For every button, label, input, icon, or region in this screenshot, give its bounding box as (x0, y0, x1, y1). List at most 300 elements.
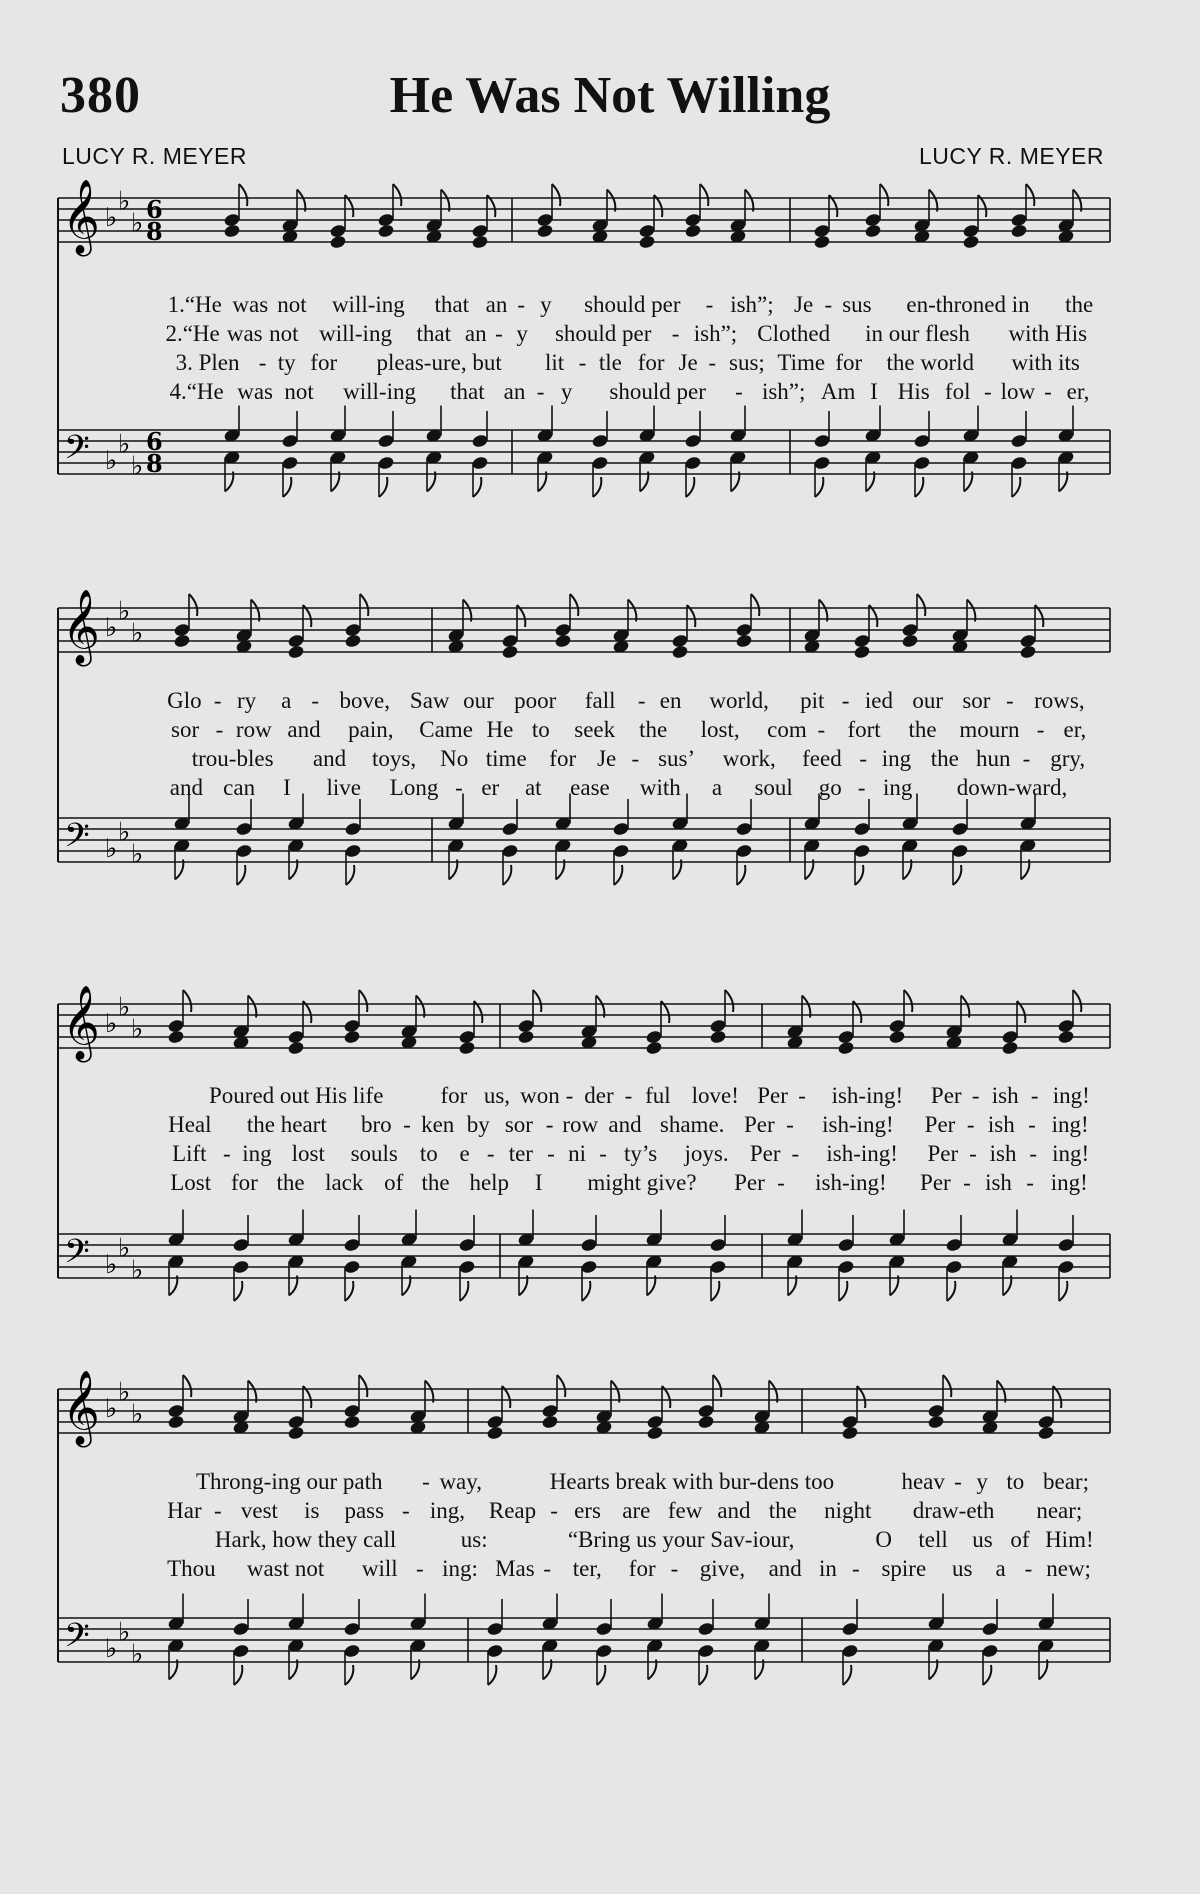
lyric-hyphen: - (543, 1556, 551, 1581)
lyric-syllable: ni (568, 1141, 586, 1166)
lyric-syllable: poor (514, 688, 557, 713)
lyric-hyphen: - (599, 1141, 607, 1166)
treble-note (173, 633, 191, 648)
lyric-syllable: go (818, 775, 842, 800)
flat-icon: ♭ (105, 1009, 118, 1039)
lyric-syllable: sus; (729, 350, 765, 375)
treble-clef-icon: 𝄞 (62, 986, 100, 1060)
lyric-syllable: not (284, 379, 314, 404)
note-flag (947, 1281, 955, 1301)
flat-icon: ♭ (131, 1639, 144, 1670)
flat-icon: ♭ (118, 1377, 131, 1408)
lyric-syllable: Per (927, 1141, 959, 1166)
lyric-hyphen: - (786, 1112, 794, 1137)
time-signature: 8 (146, 449, 163, 478)
lyric-syllable: work, (722, 746, 776, 771)
lyric-syllable: His (897, 379, 930, 404)
lyric-syllable: 1.“He (167, 292, 222, 317)
lyric-syllable: the (930, 746, 959, 771)
note-flag (686, 477, 694, 497)
lyric-syllable: an (503, 379, 526, 404)
note-flag (769, 1381, 777, 1403)
note-flag (248, 1381, 256, 1403)
note-flag (607, 190, 615, 212)
lyric-verse-4 (0, 379, 1200, 409)
lyric-syllable: for (637, 350, 665, 375)
lyric-hyphen: - (798, 1083, 806, 1108)
note-flag (416, 996, 424, 1018)
lyric-syllable: 3. Plen (175, 350, 240, 375)
lyric-verse-4 (0, 1556, 1200, 1586)
lyric-hyphen: - (545, 1112, 554, 1137)
lyric-verse-3 (0, 746, 1200, 776)
treble-note (901, 633, 919, 648)
lyric-syllable: O (875, 1527, 893, 1552)
lyric-syllable: to (419, 1141, 438, 1166)
lyric-syllable: was (232, 292, 269, 317)
lyric-syllable: should per (609, 379, 706, 404)
lyric-verse-2 (0, 1112, 1200, 1142)
lyric-hyphen: - (215, 717, 224, 742)
lyric-syllable: way, (439, 1469, 483, 1494)
treble-note (638, 234, 656, 249)
note-flag (183, 1375, 191, 1397)
lyric-syllable: rows, (1034, 688, 1085, 713)
lyric-hyphen: - (983, 379, 992, 404)
lyric-syllable: the (421, 1170, 450, 1195)
note-flag (737, 865, 745, 885)
note-flag (700, 184, 708, 206)
lyric-syllable: I (870, 379, 878, 404)
lyric-syllable: and (717, 1498, 751, 1523)
flat-icon: ♭ (105, 1634, 118, 1664)
lyric-syllable: in (818, 1556, 837, 1581)
note-flag (234, 1665, 242, 1685)
lyric-verse-2 (0, 717, 1200, 747)
lyric-syllable: for (440, 1083, 468, 1108)
note-flag (839, 1281, 847, 1301)
lyric-syllable: with its (1011, 350, 1080, 375)
lyric-syllable: fort (847, 717, 881, 742)
lyric-syllable: ish”; (761, 379, 806, 404)
lyric-syllable: time (485, 746, 527, 771)
lyric-hyphen: - (495, 321, 503, 346)
lyric-hyphen: - (708, 350, 717, 375)
lyric-syllable: an (464, 321, 487, 346)
lyric-syllable: tle (598, 350, 622, 375)
hymn-title-text: He Was Not Willing (389, 67, 831, 124)
treble-note (927, 1414, 945, 1429)
lyric-syllable: ish (985, 1170, 1012, 1195)
lyric-hyphen: - (1036, 717, 1045, 742)
lyric-syllable: can (223, 775, 256, 800)
bass-clef-icon: 𝄢 (64, 429, 90, 475)
lyric-syllable: der (584, 1083, 614, 1108)
lyric-syllable: will-ing (343, 379, 416, 404)
lyric-syllable: Am (820, 379, 856, 404)
note-flag (460, 1281, 468, 1301)
note-flag (503, 865, 511, 885)
note-flag (819, 600, 827, 622)
lyric-syllable: er (481, 775, 500, 800)
lyric-hyphen: - (565, 1083, 574, 1108)
note-flag (345, 1665, 353, 1685)
treble-note (471, 234, 489, 249)
note-flag (379, 477, 387, 497)
flat-icon: ♭ (105, 834, 118, 864)
lyric-hyphen: - (1029, 1141, 1038, 1166)
lyric-syllable: fall (584, 688, 616, 713)
lyric-syllable: ing! (1050, 1170, 1088, 1195)
lyric-syllable: is (304, 1498, 320, 1523)
lyric-syllable: ing! (1052, 1141, 1090, 1166)
lyric-syllable: souls (350, 1141, 398, 1166)
lyric-syllable: Je (678, 350, 698, 375)
lyric-syllable: ish-ing! (822, 1112, 894, 1137)
lyric-syllable: lost (291, 1141, 325, 1166)
lyric-syllable: I (534, 1170, 543, 1195)
lyric-syllable: vest (240, 1498, 278, 1523)
lyric-syllable: ish”; (730, 292, 774, 317)
lyric-hyphen: - (852, 1556, 860, 1581)
lyric-syllable: the (768, 1498, 797, 1523)
lyric-syllable: Poured out His life (209, 1083, 384, 1108)
lyric-hyphen: - (403, 1112, 411, 1137)
lyric-verse-1 (0, 1083, 1200, 1113)
lyric-verse-3 (0, 1141, 1200, 1171)
lyric-syllable: the (908, 717, 937, 742)
note-flag (239, 184, 247, 206)
lyric-hyphen: - (455, 775, 463, 800)
note-flag (1059, 1281, 1067, 1301)
lyric-hyphen: - (214, 1498, 222, 1523)
note-flag (725, 990, 733, 1012)
lyric-syllable: spire (881, 1556, 927, 1581)
lyric-hyphen: - (213, 688, 222, 713)
note-flag (1073, 990, 1081, 1012)
flat-icon: ♭ (105, 446, 118, 476)
lyric-hyphen: - (969, 1141, 977, 1166)
lyric-syllable: a (995, 1556, 1006, 1581)
note-flag (234, 1281, 242, 1301)
lyric-syllable: feed (802, 746, 842, 771)
flat-icon: ♭ (105, 613, 118, 643)
treble-note (517, 1029, 535, 1044)
lyric-hyphen: - (777, 1170, 785, 1195)
flat-icon: ♭ (118, 817, 131, 848)
lyric-syllable: ing, (429, 1498, 465, 1523)
note-flag (745, 190, 753, 212)
lyric-syllable: sor (504, 1112, 533, 1137)
lyric-verse-2 (0, 321, 1200, 351)
lyric-syllable: that (416, 321, 451, 346)
lyric-syllable: 2.“He (165, 321, 220, 346)
flat-icon: ♭ (131, 839, 144, 870)
note-flag (915, 477, 923, 497)
lyric-syllable: ing: (442, 1556, 478, 1581)
lyric-hyphen: - (841, 688, 850, 713)
lyric-syllable: ish-ing! (815, 1170, 887, 1195)
flat-icon: ♭ (118, 186, 131, 217)
lyric-hyphen: - (550, 1498, 558, 1523)
time-signature: 6 (146, 195, 163, 224)
lyric-syllable: ty (277, 350, 296, 375)
lyric-hyphen: - (637, 688, 646, 713)
treble-note (684, 223, 702, 238)
lyric-syllable: seek (574, 717, 616, 742)
lyric-syllable: ing! (1052, 1083, 1090, 1108)
lyric-syllable: will-ing (331, 292, 405, 317)
lyric-syllable: hun (976, 746, 1011, 771)
treble-note (888, 1029, 906, 1044)
note-flag (711, 1281, 719, 1301)
lyric-syllable: Heal (168, 1112, 212, 1137)
lyric-syllable: ish-ing! (831, 1083, 904, 1108)
lyric-hyphen: - (547, 1141, 555, 1166)
lyric-verse-2 (0, 1498, 1200, 1528)
lyric-hyphen: - (954, 1469, 962, 1494)
treble-note (962, 234, 980, 249)
lyric-syllable: toys, (372, 746, 417, 771)
lyric-syllable: en-throned in (906, 292, 1030, 317)
lyric-hyphen: - (578, 350, 587, 375)
treble-note (864, 223, 882, 238)
treble-note (541, 1414, 559, 1429)
flat-icon: ♭ (131, 1014, 144, 1045)
flat-icon: ♭ (105, 203, 118, 233)
lyric-syllable: might give? (587, 1170, 697, 1195)
lyric-hyphen: - (1026, 1170, 1034, 1195)
lyric-syllable: ing (883, 775, 913, 800)
lyric-syllable: are (622, 1498, 651, 1523)
note-flag (929, 190, 937, 212)
treble-clef-icon: 𝄞 (62, 180, 100, 254)
treble-clef-icon: 𝄞 (62, 1371, 100, 1445)
lyric-hyphen: - (817, 717, 826, 742)
bass-clef-icon: 𝄢 (64, 1617, 90, 1663)
flat-icon: ♭ (105, 1394, 118, 1424)
note-flag (251, 600, 259, 622)
lyric-hyphen: - (402, 1498, 410, 1523)
lyric-syllable: ing! (1051, 1112, 1089, 1137)
note-flag (283, 477, 291, 497)
lyric-syllable: Je (794, 292, 814, 317)
lyric-syllable: shame. (659, 1112, 725, 1137)
lyric-syllable: row (562, 1112, 599, 1137)
treble-note (1057, 1029, 1075, 1044)
note-flag (611, 1381, 619, 1403)
flat-icon: ♭ (118, 1617, 131, 1648)
lyric-hyphen: - (258, 350, 267, 375)
lyric-syllable: our (463, 688, 494, 713)
lyric-syllable: joys. (684, 1141, 729, 1166)
lyric-syllable: for (549, 746, 577, 771)
hymn-number: 380 (60, 67, 141, 124)
lyric-syllable: us (972, 1527, 993, 1552)
treble-note (1010, 223, 1028, 238)
lyric-syllable: ken (421, 1112, 455, 1137)
lyric-syllable: y (516, 321, 528, 346)
note-flag (815, 477, 823, 497)
note-flag (597, 1665, 605, 1685)
treble-note (841, 1425, 859, 1440)
lyric-syllable: ful (645, 1083, 671, 1108)
lyric-syllable: Time (777, 350, 826, 375)
note-flag (596, 996, 604, 1018)
treble-clef-icon: 𝄞 (62, 590, 100, 664)
treble-note (167, 1029, 185, 1044)
lyric-syllable: to (1006, 1469, 1025, 1494)
lyric-syllable: will (361, 1556, 398, 1581)
lyric-verse-1 (0, 1469, 1200, 1499)
lyric-syllable: Per (757, 1083, 788, 1108)
treble-note (813, 234, 831, 249)
flat-icon: ♭ (131, 618, 144, 649)
lyric-syllable: Per (924, 1112, 956, 1137)
note-flag (997, 1381, 1005, 1403)
note-flag (473, 477, 481, 497)
lyric-syllable: ry (237, 688, 257, 713)
lyric-syllable: the (639, 717, 668, 742)
treble-note (329, 234, 347, 249)
note-flag (751, 594, 759, 616)
lyric-syllable: an (485, 292, 508, 317)
flat-icon: ♭ (118, 992, 131, 1023)
lyric-syllable: pass (344, 1498, 385, 1523)
lyric-hyphen: - (422, 1469, 430, 1494)
lyric-hyphen: - (1028, 1112, 1036, 1137)
lyric-syllable: er, (1063, 717, 1087, 742)
lyric-hyphen: - (222, 1141, 231, 1166)
lyric-syllable: Clothed (757, 321, 831, 346)
treble-note (837, 1040, 855, 1055)
lyric-syllable: Glo (167, 688, 202, 713)
lyric-syllable: com (767, 717, 807, 742)
note-flag (297, 190, 305, 212)
lyric-syllable: en (659, 688, 682, 713)
lyric-syllable: for (231, 1170, 258, 1195)
lyric-syllable: the (276, 1170, 305, 1195)
lyric-syllable: tell (918, 1527, 948, 1552)
lyric-syllable: by (466, 1112, 490, 1137)
lyric-syllable: ers (574, 1498, 601, 1523)
lyric-syllable: sus (842, 292, 872, 317)
lyric-hyphen: - (624, 1083, 633, 1108)
note-flag (552, 184, 560, 206)
treble-note (1037, 1425, 1055, 1440)
treble-note (709, 1029, 727, 1044)
note-flag (1073, 190, 1081, 212)
lyric-syllable: ty’s (623, 1141, 658, 1166)
lyric-syllable: down-ward, (956, 775, 1068, 800)
lyric-syllable: I (283, 775, 291, 800)
lyric-syllable: pleas-ure, but (376, 350, 502, 375)
lyric-syllable: should per (554, 321, 652, 346)
note-flag (880, 184, 888, 206)
lyric-hyphen: - (536, 379, 545, 404)
lyric-syllable: Throng-ing our path (195, 1469, 383, 1494)
lyric-syllable: live (326, 775, 361, 800)
lyric-syllable: Long (389, 775, 439, 800)
lyric-syllable: sor (171, 717, 200, 742)
flat-icon: ♭ (118, 1233, 131, 1264)
note-flag (570, 594, 578, 616)
treble-note (167, 1414, 185, 1429)
note-flag (237, 865, 245, 885)
lyric-syllable: the heart (246, 1112, 327, 1137)
lyric-syllable: e (459, 1141, 470, 1166)
lyric-syllable: ease (570, 775, 610, 800)
note-flag (983, 1665, 991, 1685)
note-flag (961, 996, 969, 1018)
lyric-syllable: ish (987, 1112, 1015, 1137)
lyric-syllable: with (639, 775, 681, 800)
treble-note (501, 644, 519, 659)
treble-note (853, 644, 871, 659)
flat-icon: ♭ (105, 1250, 118, 1280)
note-flag (582, 1281, 590, 1301)
lyric-hyphen: - (963, 1170, 971, 1195)
note-flag (855, 865, 863, 885)
music-credit: LUCY R. MEYER (918, 143, 1104, 169)
lyric-syllable: that (450, 379, 485, 404)
lyric-syllable: for (835, 350, 863, 375)
lyric-hyphen: - (824, 292, 833, 317)
treble-note (343, 1414, 361, 1429)
lyric-hyphen: - (670, 1556, 679, 1581)
lyric-hyphen: - (517, 292, 526, 317)
lyric-verse-4 (0, 1170, 1200, 1200)
lyric-syllable: “Bring us your Sav-iour, (567, 1527, 795, 1552)
note-flag (393, 184, 401, 206)
lyric-hyphen: - (857, 775, 866, 800)
lyric-syllable: us (951, 1556, 973, 1581)
lyric-verse-3 (0, 350, 1200, 380)
note-flag (917, 594, 925, 616)
lyric-syllable: was (226, 321, 263, 346)
note-flag (345, 1281, 353, 1301)
lyric-syllable: ing (881, 746, 912, 771)
lyric-syllable: pain, (348, 717, 394, 742)
lyric-syllable: Per (734, 1170, 765, 1195)
lyric-syllable: Came (419, 717, 473, 742)
note-flag (614, 865, 622, 885)
lyric-syllable: sor (962, 688, 991, 713)
treble-note (287, 1040, 305, 1055)
lyric-syllable: Him! (1045, 1527, 1094, 1552)
bass-clef-icon: 𝄢 (64, 1233, 90, 1279)
lyric-syllable: bear; (1043, 1469, 1089, 1494)
treble-note (645, 1040, 663, 1055)
lyric-syllable: help (469, 1170, 510, 1195)
lyric-syllable: of (1010, 1527, 1030, 1552)
lyric-syllable: lit (544, 350, 565, 375)
lyric-hyphen: - (971, 1083, 980, 1108)
lyric-syllable: will-ing (319, 321, 392, 346)
lyric-syllable: near; (1036, 1498, 1083, 1523)
treble-note (1019, 644, 1037, 659)
lyric-syllable: y (540, 292, 552, 317)
flat-icon: ♭ (118, 429, 131, 460)
note-flag (360, 594, 368, 616)
lyric-syllable: to (531, 717, 550, 742)
note-flag (488, 1665, 496, 1685)
treble-note (671, 644, 689, 659)
lyric-syllable: er, (1066, 379, 1090, 404)
time-signature: 6 (146, 427, 163, 456)
note-flag (953, 865, 961, 885)
treble-note (344, 633, 362, 648)
